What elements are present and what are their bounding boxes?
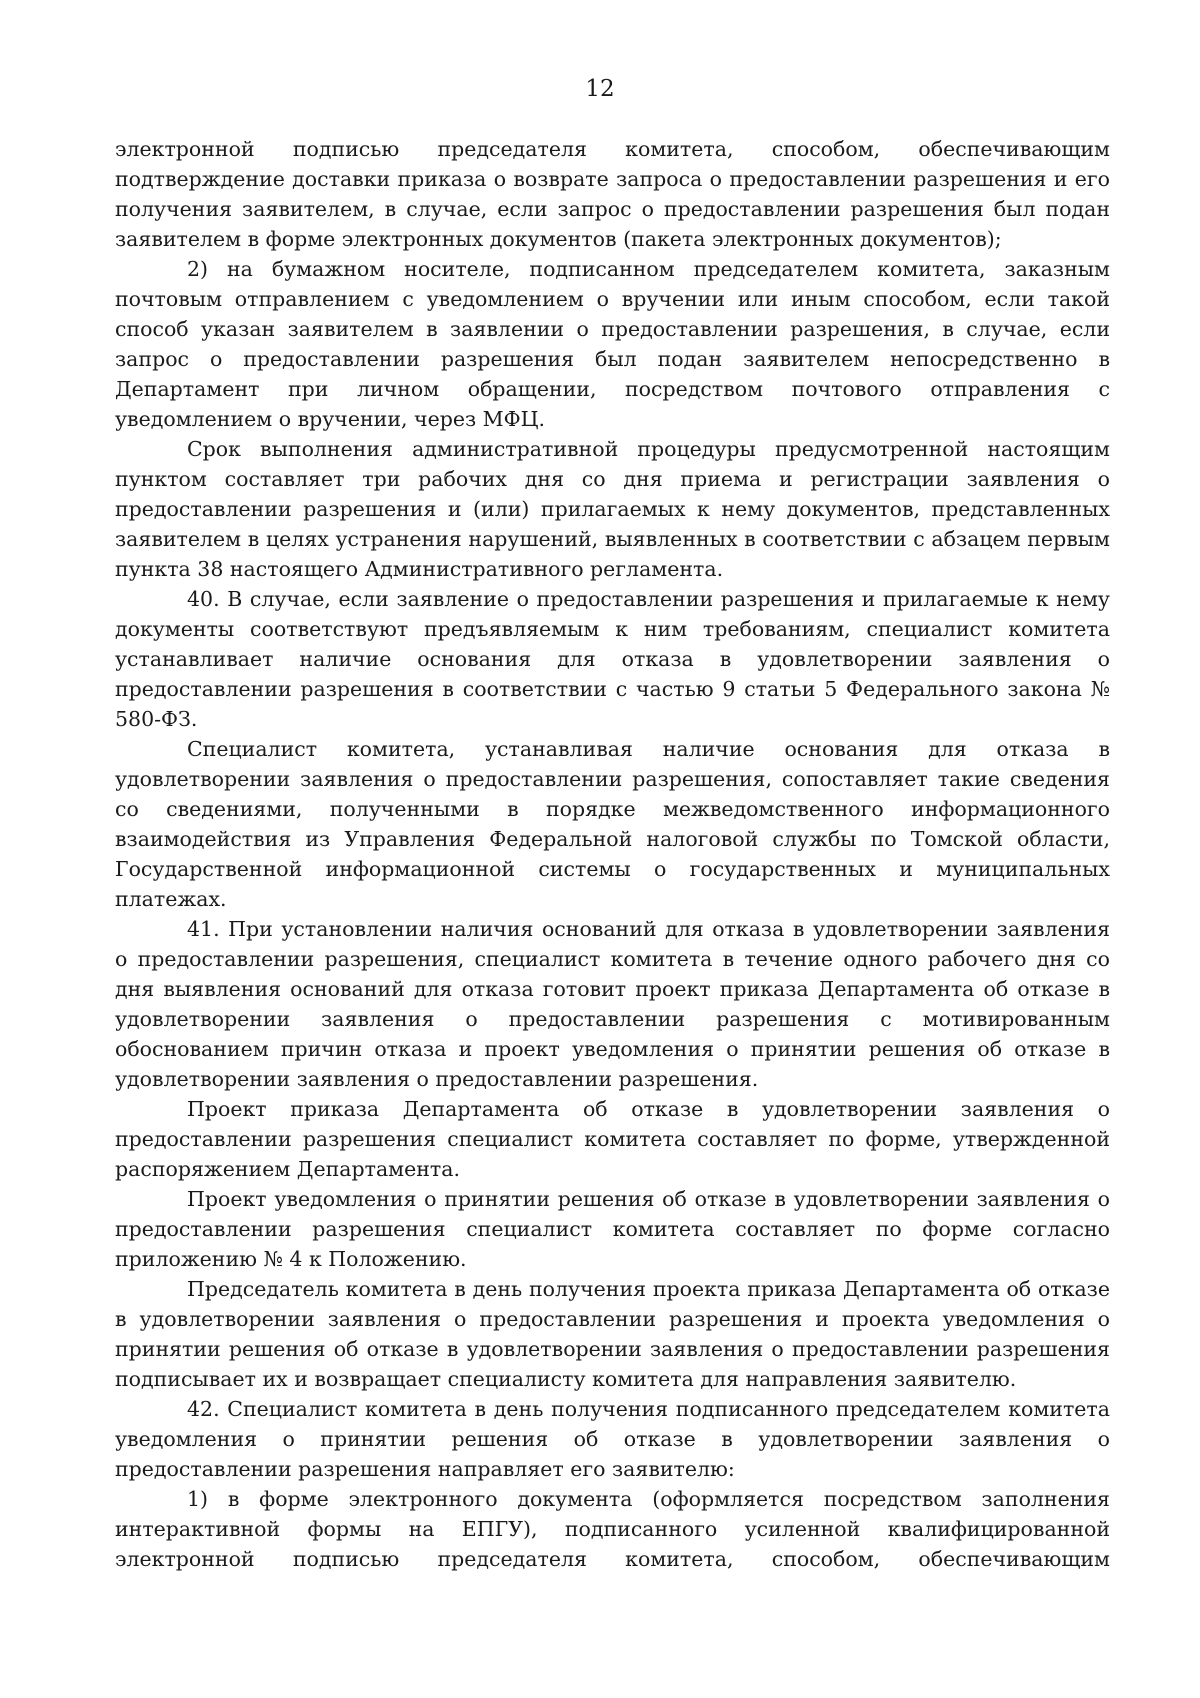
paragraph-chairman-signs: Председатель комитета в день получения проекта приказа Департамента об отказе в удовлетворении заявления о предоставлении разрешения и проекта уведомления о принятии решения об отказе в удовлетворении заявления о предоставлении разрешения подписывает их и возвращает специалисту комитета для направления заявителю. [115, 1277, 1110, 1391]
paragraph-42: 42. Специалист комитета в день получения подписанного председателем комитета уведомления о принятии решения об отказе в удовлетворении заявления о предоставлении разрешения направляет его заявителю: [115, 1397, 1110, 1481]
document-body [115, 134, 1110, 1574]
paragraph-deadline: Срок выполнения административной процедуры предусмотренной настоящим пунктом составляет три рабочих дня со дня приема и регистрации заявления о предоставлении разрешения и (или) прилагаемых к нему документов, представленных заявителем в целях устранения нарушений, выявленных в соответствии с абзацем первым пункта 38 настоящего Административного регламента. [115, 437, 1110, 581]
paragraph-order-draft: Проект приказа Департамента об отказе в удовлетворении заявления о предоставлении разрешения специалист комитета составляет по форме, утвержденной распоряжением Департамента. [115, 1097, 1110, 1181]
paragraph-item-1: 1) в форме электронного документа (оформляется посредством заполнения интерактивной формы на ЕПГУ), подписанного усиленной квалифицированной электронной подписью председателя комитета, способом, обеспечивающим [115, 1487, 1110, 1571]
paragraph-40: 40. В случае, если заявление о предоставлении разрешения и прилагаемые к нему документы соответствуют предъявляемым к ним требованиям, специалист комитета устанавливает наличие основания для отказа в удовлетворении заявления о предоставлении разрешения в соответствии с частью 9 статьи 5 Федерального закона № 580-ФЗ. [115, 587, 1110, 731]
page-number: 12 [585, 76, 615, 102]
paragraph-41: 41. При установлении наличия оснований для отказа в удовлетворении заявления о предоставлении разрешения, специалист комитета в течение одного рабочего дня со дня выявления оснований для отказа готовит проект приказа Департамента об отказе в удовлетворении заявления о предоставлении разрешения с мотивированным обоснованием причин отказа и проект уведомления о принятии решения об отказе в удовлетворении заявления о предоставлении разрешения. [115, 917, 1110, 1091]
paragraph-continuation: электронной подписью председателя комитета, способом, обеспечивающим подтверждение доставки приказа о возврате запроса о предоставлении разрешения и его получения заявителем, в случае, если запрос о предоставлении разрешения был подан заявителем в форме электронных документов (пакета электронных документов); [115, 137, 1110, 251]
paragraph-item-2: 2) на бумажном носителе, подписанном председателем комитета, заказным почтовым отправлением с уведомлением о вручении или иным способом, если такой способ указан заявителем в заявлении о предоставлении разрешения, в случае, если запрос о предоставлении разрешения был подан заявителем непосредственно в Департамент при личном обращении, посредством почтового отправления с уведомлением о вручении, через МФЦ. [115, 257, 1110, 431]
paragraph-specialist-check: Специалист комитета, устанавливая наличие основания для отказа в удовлетворении заявления о предоставлении разрешения, сопоставляет такие сведения со сведениями, полученными в порядке межведомственного информационного взаимодействия из Управления Федеральной налоговой службы по Томской области, Государственной информационной системы о государственных и муниципальных платежах. [115, 737, 1110, 911]
paragraph-notice-draft: Проект уведомления о принятии решения об отказе в удовлетворении заявления о предоставлении разрешения специалист комитета составляет по форме согласно приложению № 4 к Положению. [115, 1187, 1110, 1271]
